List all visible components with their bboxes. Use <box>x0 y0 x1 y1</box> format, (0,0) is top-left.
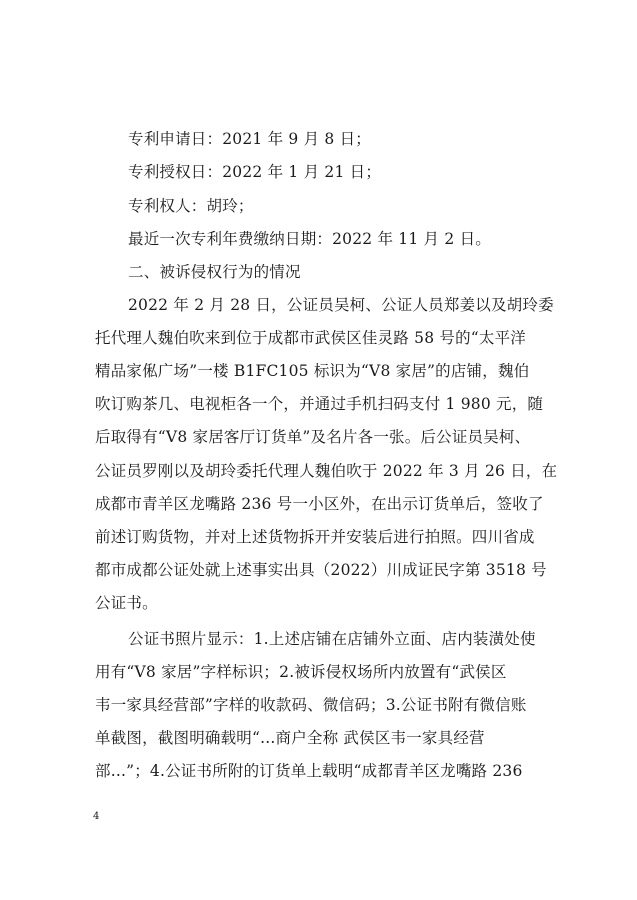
text-line: 最近一次专利年费缴纳日期：2022 年 11 月 2 日。 <box>128 230 491 248</box>
paragraph-line: 前述订购货物，并对上述货物拆开并安装后进行拍照。四川省成 <box>95 528 535 546</box>
text-line: 专利申请日：2021 年 9 月 8 日； <box>128 130 372 148</box>
text-line: 专利权人：胡玲； <box>128 197 254 215</box>
paragraph-line: 用有“V8 家居”字样标识；2.被诉侵权场所内放置有“武侯区 <box>95 663 507 681</box>
paragraph-line: 公证书。 <box>95 594 158 612</box>
paragraph-line: 都市成都公证处就上述事实出具（2022）川成证民字第 3518 号 <box>95 561 547 579</box>
paragraph-line: 部...”；4.公证书所附的订货单上载明“成都青羊区龙嘴路 236 <box>95 762 523 780</box>
paragraph-line: 单截图，截图明确载明“...商户全称 武侯区韦一家具经营 <box>95 729 485 747</box>
text-line: 专利授权日：2022 年 1 月 21 日； <box>128 163 382 181</box>
paragraph-line: 成都市青羊区龙嘴路 236 号一小区外，在出示订货单后，签收了 <box>95 495 544 513</box>
paragraph-line: 吹订购茶几、电视柜各一个，并通过手机扫码支付 1 980 元，随 <box>95 395 544 413</box>
paragraph-line: 后取得有“V8 家居客厅订货单”及名片各一张。后公证员吴柯、 <box>95 428 531 446</box>
paragraph-line: 2022 年 2 月 28 日，公证员吴柯、公证人员郑姜以及胡玲委 <box>128 296 554 314</box>
paragraph-line: 精品家俬广场”一楼 B1FC105 标识为“V8 家居”的店铺，魏伯 <box>95 362 530 380</box>
section-heading: 二、被诉侵权行为的情况 <box>128 263 301 281</box>
paragraph-line: 托代理人魏伯吹来到位于成都市武侯区佳灵路 58 号的“太平洋 <box>95 329 527 347</box>
paragraph-line: 韦一家具经营部”字样的收款码、微信码；3.公证书附有微信账 <box>95 696 527 714</box>
paragraph-line: 公证书照片显示：1.上述店铺在店铺外立面、店内装潢处使 <box>128 630 536 648</box>
page-number: 4 <box>93 811 100 822</box>
paragraph-line: 公证员罗刚以及胡玲委托代理人魏伯吹于 2022 年 3 月 26 日，在 <box>95 462 558 480</box>
